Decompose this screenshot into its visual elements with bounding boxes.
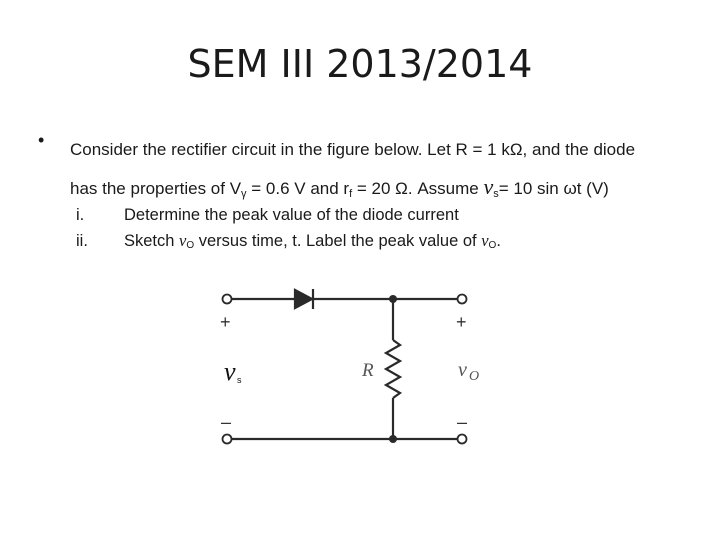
- output-subscript: O: [469, 369, 480, 384]
- task-item-1: [72, 202, 501, 228]
- question-text-a: has the properties of V: [70, 179, 242, 198]
- f-subscript: f: [349, 188, 353, 200]
- resistor-zigzag: [386, 340, 400, 398]
- junction-top-dot: [389, 295, 397, 303]
- output-terminal-bottom: [458, 435, 467, 444]
- vo-subscript: O: [488, 240, 497, 251]
- rectifier-circuit-diagram: [200, 280, 500, 460]
- question-text-c: = 20 Ω. Assume: [352, 179, 484, 198]
- question-paragraph: [70, 131, 710, 213]
- bullet-marker: •: [38, 130, 45, 150]
- question-text-d: = 10 sin ωt (V): [498, 179, 609, 198]
- source-subscript: s: [237, 375, 242, 385]
- gamma-subscript: γ: [241, 188, 247, 200]
- vo-symbol: v: [481, 231, 489, 250]
- vs-subscript: s: [493, 188, 499, 200]
- task-number: ii.: [76, 232, 88, 250]
- vo-symbol: v: [179, 231, 187, 250]
- page-title: SEM III 2013/2014: [187, 42, 533, 86]
- minus-left-label: –: [221, 412, 232, 432]
- diode-triangle: [295, 290, 312, 308]
- task-text-c: .: [496, 232, 501, 250]
- task-text: Determine the peak value of the diode current: [124, 206, 459, 224]
- task-text-a: Sketch: [124, 232, 180, 250]
- input-terminal-top: [223, 295, 232, 304]
- input-terminal-bottom: [223, 435, 232, 444]
- task-item-2: [72, 228, 501, 259]
- vo-subscript: O: [186, 240, 195, 251]
- task-list: [72, 202, 501, 259]
- vs-symbol: v: [483, 174, 494, 199]
- output-terminal-top: [458, 295, 467, 304]
- question-text-b: = 0.6 V and r: [246, 179, 350, 198]
- task-text: [124, 228, 501, 259]
- resistor-label: R: [362, 360, 374, 381]
- question-line-1: Consider the rectifier circuit in the figure below. Let R = 1 kΩ, and the diode: [70, 140, 636, 159]
- task-number: i.: [76, 206, 85, 224]
- source-label: v: [224, 357, 236, 386]
- minus-right-label: –: [457, 412, 468, 432]
- plus-left-label: +: [220, 312, 231, 332]
- output-label: v: [458, 359, 467, 381]
- task-text-b: versus time, t. Label the peak value of: [194, 232, 482, 250]
- plus-right-label: +: [456, 312, 467, 332]
- junction-bottom-dot: [389, 435, 397, 443]
